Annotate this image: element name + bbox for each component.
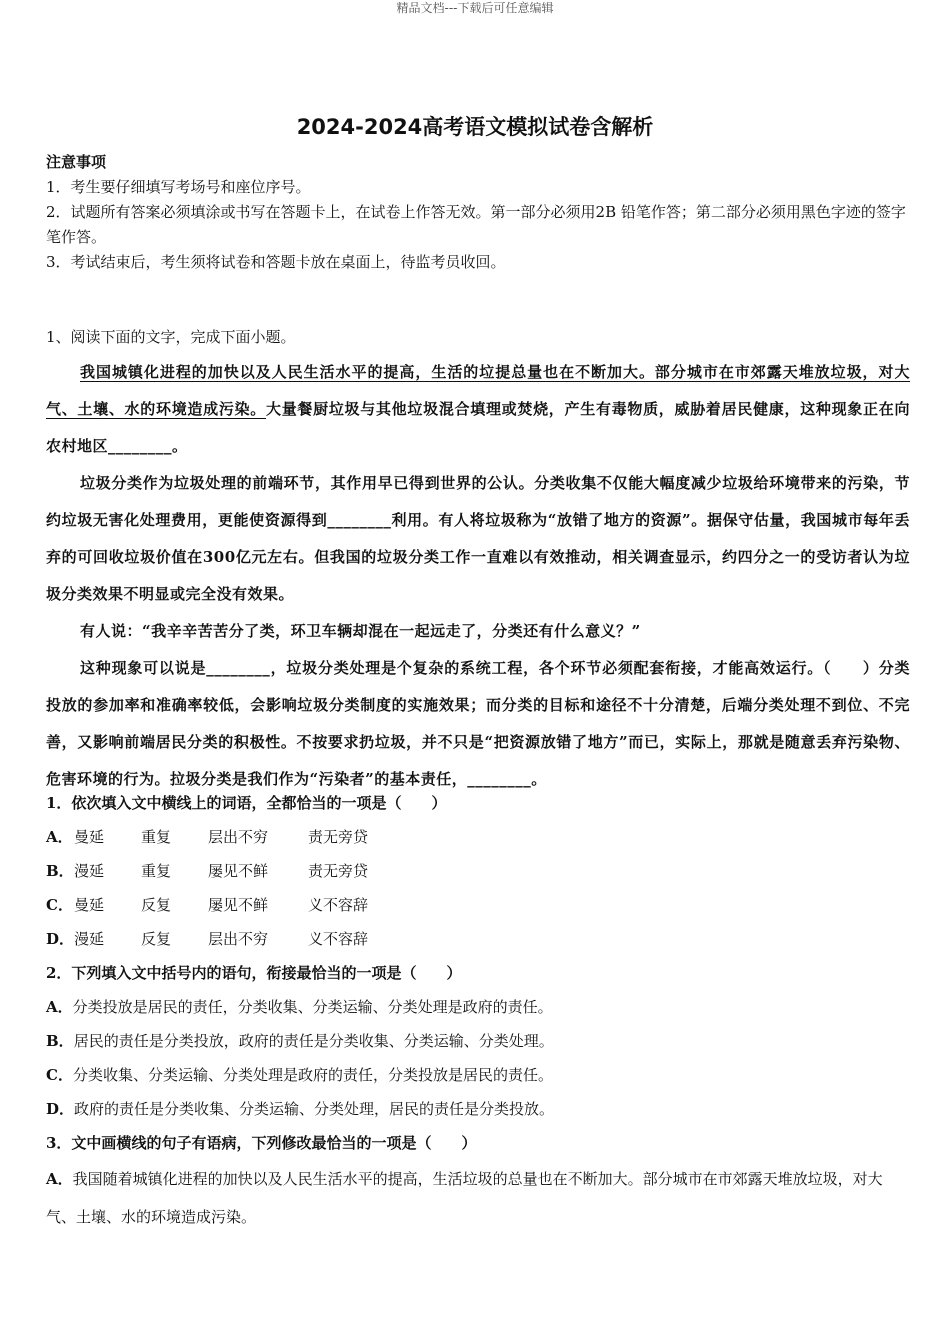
reading-intro: 1、阅读下面的文字，完成下面小题。 [46,328,296,346]
option-cell: 责无旁贷 [308,862,369,880]
option-cell: 义不容辞 [308,896,369,914]
passage-paragraph-2: 垃圾分类作为垃圾处理的前端环节，其作用早已得到世界的公认。分类收集不仅能大幅度减少垃圾给环境带来的污染，节约垃圾无害化处理费用，更能使资源得到________利用。有人将垃圾称为“放错了地方的资源”。据保守估量，我国城市每年丢弃的可回收垃圾价值在300亿元左右。但我国的垃圾分类工作一直难以有效推动，相关调查显示，约四分之一的受访者认为垃圾分类效果不明显或完全没有效果。 [46,474,910,603]
passage-paragraph-4: 这种现象可以说是________，垃圾分类处理是个复杂的系统工程，各个环节必须配套衔接，才能高效运行。（ ）分类投放的参加率和准确率较低，会影响垃圾分类制度的实施效果；而分类的目标和途径不十分清楚，后端分类处理不到位、不完善，又影响前端居民分类的积极性。不按要求扔垃圾，并不只是“把资源放错了地方”而已，实际上，那就是随意丢弃污染物、危害环境的行为。拉圾分类是我们作为“污染者”的基本责任，________。 [46,659,910,788]
option-cell: 层出不穷 [208,828,269,846]
page-title: 2024-2024高考语文模拟试卷含解析 [296,115,654,139]
option-cell: 重复 [141,862,172,880]
question-stem: 1．依次填入文中横线上的词语，全都恰当的一项是（ ） [46,794,447,812]
notice-item: 1．考生要仔细填写考场号和座位序号。 [46,178,311,196]
option-cell: 漫延 [74,930,105,948]
option-cell: 漫延 [74,862,105,880]
option-row [46,820,908,854]
option-text: 分类投放是居民的责任，分类收集、分类运输、分类处理是政府的责任。 [72,998,553,1016]
option-label: C． [46,1066,73,1084]
option-text: 居民的责任是分类投放，政府的责任是分类收集、分类运输、分类处理。 [73,1032,554,1050]
passage-paragraph-1 [46,354,910,465]
option-cell: 反复 [141,930,172,948]
option-text: 政府的责任是分类收集、分类运输、分类处理，居民的责任是分类投放。 [74,1100,555,1118]
option-cell: 义不容辞 [308,930,369,948]
option-row [46,1092,908,1126]
question-list [46,786,908,1236]
option-label: D． [46,1100,75,1118]
question-stem: 2．下列填入文中括号内的语句，衔接最恰当的一项是（ ） [46,964,462,982]
option-row [46,888,908,922]
passage-text: 大量餐厨垃圾与其他垃圾混合填理或焚烧，产生有毒物质，威胁着居民健康，这种现象正在向农村地区________。 [46,400,910,455]
notice-section [46,150,908,275]
option-cell: 层出不穷 [208,930,269,948]
option-row [46,1160,908,1236]
option-cell: 屡见不鲜 [208,862,269,880]
option-row [46,1024,908,1058]
option-label: A． [46,828,73,846]
question-stem: 3．文中画横线的句子有语病，下列修改最恰当的一项是（ ） [46,1134,477,1152]
option-row [46,854,908,888]
option-label: C． [46,896,73,914]
option-text: 分类收集、分类运输、分类处理是政府的责任，分类投放是居民的责任。 [72,1066,553,1084]
option-cell: 屡见不鲜 [208,896,269,914]
option-row [46,990,908,1024]
option-label: A． [46,998,73,1016]
option-cell: 责无旁贷 [308,828,369,846]
option-row [46,922,908,956]
option-label: D． [46,930,75,948]
option-cell: 曼延 [74,828,105,846]
option-cell: 反复 [141,896,172,914]
header-note: 精品文档---下载后可任意编辑 [396,1,554,15]
option-label: B． [46,1032,74,1050]
underlined-sentence: 我国城镇化进程的加快以及人民生活水平的提高，生活的垃提总量也在不断加大。部分城市在市郊露天堆放垃圾，对大气、土壤、水的环境造成污染。 [46,363,910,418]
option-label: B． [46,862,74,880]
notice-heading: 注意事项 [46,153,107,171]
notice-item: 3．考试结束后，考生须将试卷和答题卡放在桌面上，待监考员收回。 [46,253,506,271]
option-label: A． [46,1170,73,1188]
option-cell: 曼延 [74,896,105,914]
option-cell: 重复 [141,828,172,846]
passage-paragraph-3: 有人说：“我辛辛苦苦分了类，环卫车辆却混在一起远走了，分类还有什么意义？” [80,622,641,640]
notice-item: 2．试题所有答案必须填涂或书写在答题卡上，在试卷上作答无效。第一部分必须用2B 铅笔作答；第二部分必须用黑色字迹的签字笔作答。 [46,203,906,246]
option-text: 我国随着城镇化进程的加快以及人民生活水平的提高，生活垃圾的总量也在不断加大。部分城市在市郊露天堆放垃圾，对大气、土壤、水的环境造成污染。 [46,1170,883,1226]
option-row [46,1058,908,1092]
reading-passage [46,354,910,798]
